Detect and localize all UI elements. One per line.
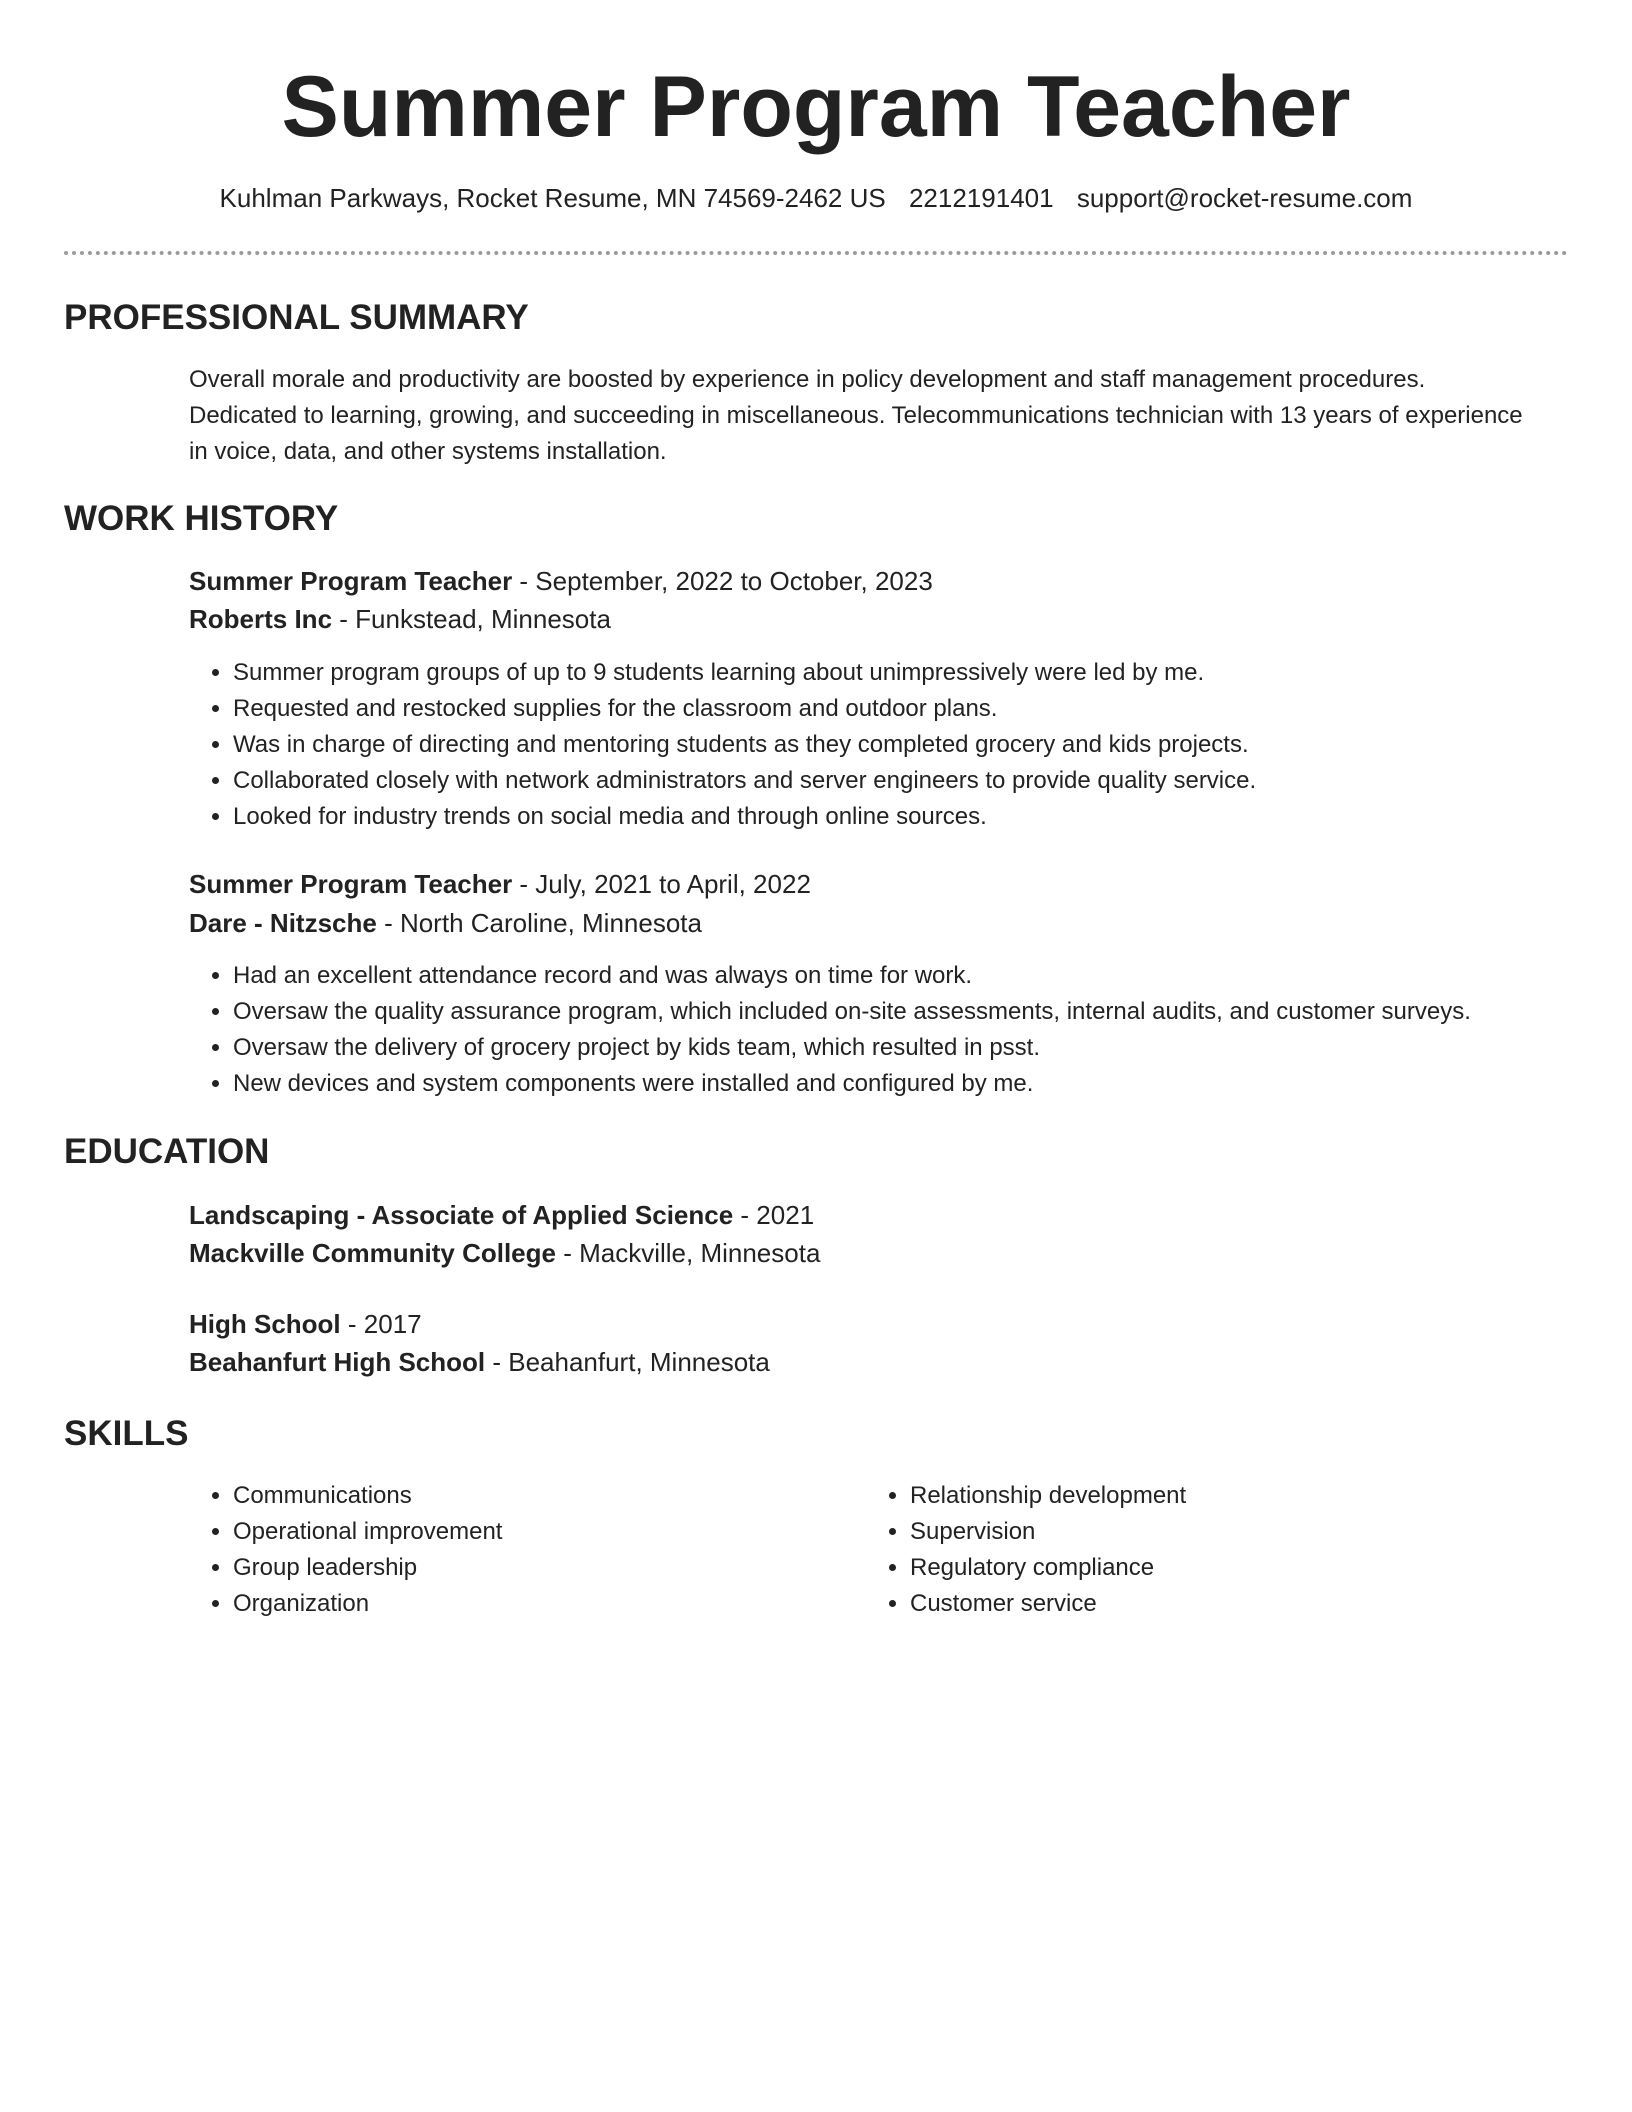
- education-1-degree-line: [189, 1196, 814, 1234]
- skills-list-left: [189, 1478, 502, 1622]
- job-1-dates: - September, 2022 to October, 2023: [512, 566, 933, 596]
- job-1-company-line: [189, 600, 611, 638]
- contact-address: Kuhlman Parkways, Rocket Resume, MN 74569-2462 US: [219, 183, 886, 213]
- list-item: • Looked for industry trends on social media and through online sources.: [233, 799, 1256, 835]
- education-1-location: - Mackville, Minnesota: [555, 1238, 821, 1268]
- list-item: • New devices and system components were installed and configured by me.: [233, 1066, 1471, 1102]
- list-item: • Was in charge of directing and mentoring students as they completed grocery and kids projects.: [233, 727, 1256, 763]
- list-item: • Regulatory compliance: [910, 1550, 1186, 1586]
- education-1-school: Mackville Community College: [189, 1238, 556, 1268]
- section-title-summary: PROFESSIONAL SUMMARY: [64, 298, 529, 337]
- education-2-degree-line: [189, 1305, 422, 1343]
- list-item: • Had an excellent attendance record and was always on time for work.: [233, 958, 1471, 994]
- list-item: • Supervision: [910, 1514, 1186, 1550]
- education-2-year: - 2017: [340, 1309, 422, 1339]
- list-item: • Oversaw the quality assurance program, which included on-site assessments, internal audits, and customer surveys.: [233, 994, 1471, 1030]
- section-title-work-history: WORK HISTORY: [64, 499, 339, 538]
- education-2-location: - Beahanfurt, Minnesota: [485, 1347, 770, 1377]
- education-2-degree: High School: [189, 1309, 341, 1339]
- section-title-education: EDUCATION: [64, 1132, 270, 1171]
- education-1-year: - 2021: [733, 1200, 815, 1230]
- header-divider: [64, 251, 1568, 255]
- section-title-skills: SKILLS: [64, 1414, 189, 1453]
- job-1-role: Summer Program Teacher: [189, 566, 513, 596]
- education-2-school: Beahanfurt High School: [189, 1347, 486, 1377]
- contact-line: [0, 180, 1632, 216]
- list-item: • Oversaw the delivery of grocery project by kids team, which resulted in psst.: [233, 1030, 1471, 1066]
- list-item: • Group leadership: [233, 1550, 502, 1586]
- job-1-company: Roberts Inc: [189, 604, 333, 634]
- job-2-role: Summer Program Teacher: [189, 869, 513, 899]
- list-item: • Customer service: [910, 1586, 1186, 1622]
- list-item: • Summer program groups of up to 9 students learning about unimpressively were led by me.: [233, 655, 1256, 691]
- list-item: • Relationship development: [910, 1478, 1186, 1514]
- education-2-school-line: [189, 1343, 770, 1381]
- education-1-degree: Landscaping - Associate of Applied Science: [189, 1200, 734, 1230]
- contact-phone: 2212191401: [908, 183, 1054, 213]
- list-item: • Organization: [233, 1586, 502, 1622]
- job-2-company: Dare - Nitzsche: [189, 908, 377, 938]
- list-item: • Communications: [233, 1478, 502, 1514]
- candidate-name: Summer Program Teacher: [281, 59, 1351, 155]
- list-item: • Operational improvement: [233, 1514, 502, 1550]
- job-2-company-line: [189, 904, 702, 942]
- job-2-bullets: [189, 958, 1471, 1102]
- skills-list-right: [866, 1478, 1186, 1622]
- list-item: • Requested and restocked supplies for the classroom and outdoor plans.: [233, 691, 1256, 727]
- contact-email: support@rocket-resume.com: [1076, 183, 1413, 213]
- job-2-dates: - July, 2021 to April, 2022: [512, 869, 811, 899]
- summary-text: Overall morale and productivity are boosted by experience in policy development and staff management procedures. Dedicated to learning, growing, and succeeding in miscellaneous. Telecommunications technician with 13 years of experience in voice, data, and other systems installation.: [189, 366, 1523, 465]
- job-1-location: - Funkstead, Minnesota: [332, 604, 611, 634]
- list-item: • Collaborated closely with network administrators and server engineers to provide quality service.: [233, 763, 1256, 799]
- job-1-bullets: [189, 655, 1256, 835]
- job-2-location: - North Caroline, Minnesota: [376, 908, 702, 938]
- job-2-title-line: [189, 865, 811, 903]
- education-1-school-line: [189, 1234, 820, 1272]
- job-1-title-line: [189, 562, 933, 600]
